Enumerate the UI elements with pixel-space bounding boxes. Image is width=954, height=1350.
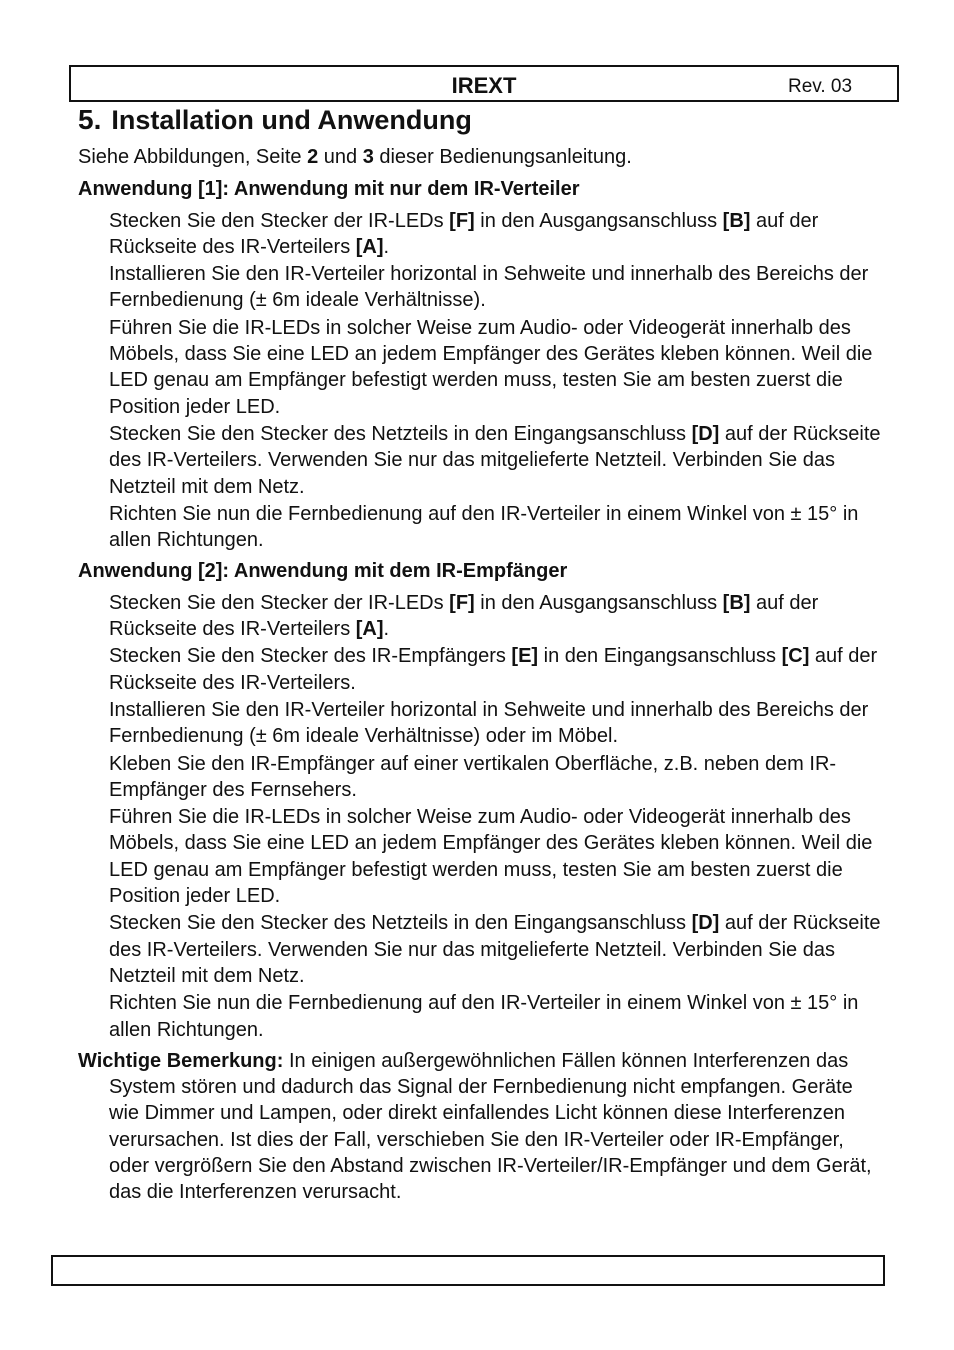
part-ref: [B] — [722, 209, 751, 232]
part-ref: [F] — [449, 591, 475, 614]
part-ref: [E] — [511, 645, 539, 668]
part-ref: [F] — [449, 209, 475, 232]
section-title — [78, 104, 472, 136]
intro-page-ref: 3 — [362, 146, 374, 168]
intro-text: Siehe Abbildungen, Seite — [78, 146, 308, 168]
step — [109, 910, 888, 989]
application-2-heading: Anwendung [2]: Anwendung mit dem IR-Empfänger — [78, 560, 568, 583]
intro-text: und — [318, 146, 363, 168]
section-number: 5. — [78, 104, 102, 135]
step-text: auf der Rückseite des IR-Verteilers — [109, 209, 819, 258]
application-1-steps — [78, 208, 888, 554]
page-header — [69, 65, 899, 102]
note-label: Wichtige Bemerkung: — [78, 1049, 284, 1072]
step: Führen Sie die IR-LEDs in solcher Weise zum Audio- oder Videogerät innerhalb des Möbels, dass Sie eine LED an jedem Empfänger des Gerätes kleben können. Weil die LED genau am Empfänger befestigt werden muss, testen Sie am besten zuerst die Position jeder LED. — [109, 806, 873, 908]
step-text: Stecken Sie den Stecker des IR-Empfängers — [109, 645, 512, 668]
step — [109, 421, 888, 500]
step — [109, 643, 888, 696]
part-ref: [A] — [355, 618, 384, 641]
header-title: IREXT — [451, 73, 517, 98]
step: Richten Sie nun die Fernbedienung auf den IR-Verteiler in einem Winkel von ± 15° in allen Richtungen. — [109, 992, 859, 1041]
step-text: auf der Rückseite des IR-Verteilers. Verwenden Sie nur das mitgelieferte Netzteil. Verbinden Sie das Netzteil mit dem Netz. — [109, 912, 881, 987]
step: Installieren Sie den IR-Verteiler horizontal in Sehweite und innerhalb des Bereichs der Fernbedienung (± 6m ideale Verhältnisse). — [109, 263, 869, 312]
step-text: in den Ausgangsanschluss — [474, 209, 723, 232]
page-content — [78, 144, 888, 1206]
step-text: auf der Rückseite des IR-Verteilers — [109, 591, 819, 641]
step — [109, 590, 888, 643]
step-text: Stecken Sie den Stecker des Netzteils in den Eingangsanschluss — [109, 422, 692, 445]
application-2-steps — [78, 590, 888, 1043]
step: Kleben Sie den IR-Empfänger auf einer vertikalen Oberfläche, z.B. neben dem IR-Empfänger des Fernsehers. — [109, 752, 837, 801]
important-note — [78, 1048, 888, 1206]
step-text: auf der Rückseite des IR-Verteilers. Verwenden Sie nur das mitgelieferte Netzteil. Verbinden Sie das Netzteil mit dem Netz. — [109, 422, 881, 498]
part-ref: [A] — [355, 235, 384, 258]
step-text: Stecken Sie den Stecker der IR-LEDs — [109, 209, 450, 232]
step-text: . — [383, 235, 390, 258]
part-ref: [D] — [691, 422, 720, 445]
application-1-heading: Anwendung [1]: Anwendung mit nur dem IR-Verteiler — [78, 178, 580, 201]
step: Führen Sie die IR-LEDs in solcher Weise zum Audio- oder Videogerät innerhalb des Möbels, dass Sie eine LED an jedem Empfänger des Gerätes kleben können. Weil die LED genau am Empfänger befestigt werden muss, testen Sie am besten zuerst die Position jeder LED. — [109, 316, 873, 418]
step-text: in den Ausgangsanschluss — [474, 591, 723, 614]
part-ref: [D] — [691, 912, 720, 935]
page-footer — [51, 1255, 885, 1286]
intro-paragraph — [78, 144, 888, 170]
header-revision: Rev. 03 — [788, 76, 853, 97]
part-ref: [B] — [722, 591, 751, 614]
step-text: Stecken Sie den Stecker des Netzteils in den Eingangsanschluss — [109, 912, 692, 935]
part-ref: [C] — [781, 645, 810, 668]
step: Richten Sie nun die Fernbedienung auf den IR-Verteiler in einem Winkel von ± 15° in allen Richtungen. — [109, 502, 859, 552]
section-heading: Installation und Anwendung — [111, 105, 472, 135]
step-text: in den Eingangsanschluss — [538, 645, 782, 668]
step-text: . — [383, 618, 390, 641]
step-text: auf der Rückseite des IR-Verteilers. — [109, 645, 878, 694]
intro-page-ref: 2 — [307, 146, 319, 168]
step: Installieren Sie den IR-Verteiler horizontal in Sehweite und innerhalb des Bereichs der Fernbedienung (± 6m ideale Verhältnisse) oder im Möbel. — [109, 698, 869, 748]
intro-text: dieser Bedienungsanleitung. — [373, 146, 632, 168]
step-text: Stecken Sie den Stecker der IR-LEDs — [109, 591, 450, 614]
step — [109, 208, 888, 261]
note-text: In einigen außergewöhnlichen Fällen können Interferenzen das System stören und dadurch das Signal der Fernbedienung nicht empfangen. Geräte wie Dimmer und Lampen, oder direkt einfallendes Licht können diese Interferenzen verursachen. Ist dies der Fall, verschieben Sie den IR-Verteiler oder IR-Empfänger, oder vergrößern Sie den Abstand zwischen IR-Verteiler/IR-Empfänger und dem Gerät, das die Interferenzen verursacht. — [109, 1049, 872, 1204]
